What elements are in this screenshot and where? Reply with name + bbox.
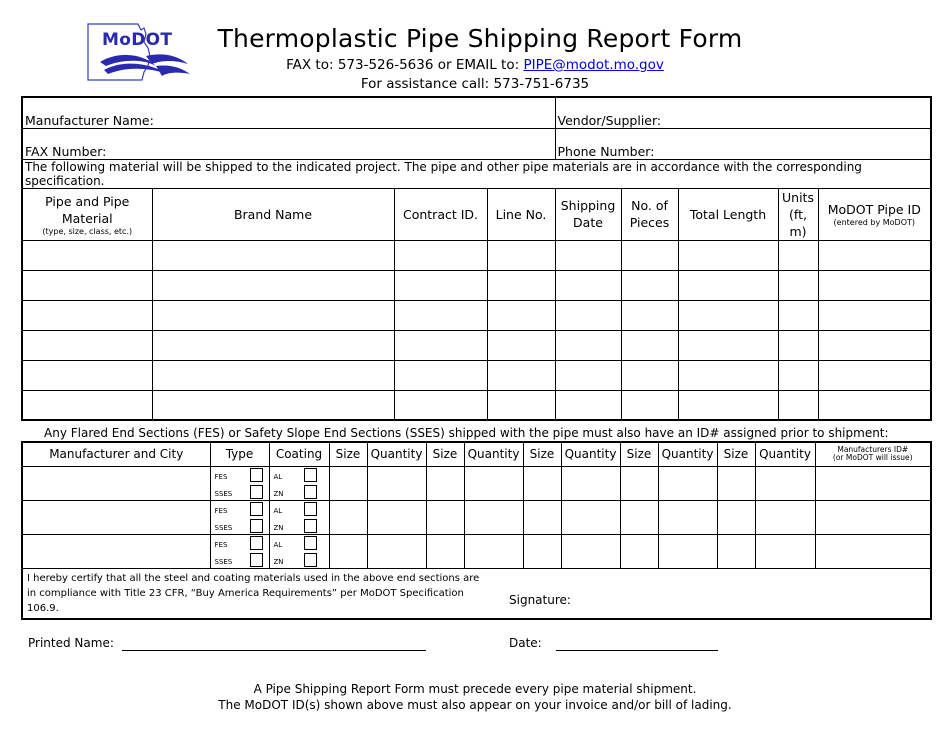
col-size: Size [620,442,658,466]
col-quantity: Quantity [561,442,620,466]
col-quantity: Quantity [658,442,717,466]
fax-number-label: FAX Number: [25,143,107,159]
page-title: Thermoplastic Pipe Shipping Report Form [217,24,743,53]
fax-number-field[interactable] [22,128,555,159]
al-checkbox[interactable] [304,536,317,550]
fes-label: FES [214,540,228,549]
fes-row [22,534,931,568]
fes-label: FES [214,472,228,481]
sses-label: SSES [214,489,233,498]
zn-checkbox[interactable] [304,519,317,533]
al-label: AL [273,540,283,549]
fes-checkbox[interactable] [250,536,263,550]
manufacturer-name-field[interactable] [22,97,555,128]
col-brand-name: Brand Name [152,188,394,240]
signature-label: Signature: [509,593,571,607]
fes-note: Any Flared End Sections (FES) or Safety Slope End Sections (SSES) shipped with the pipe must also have an ID# assigned prior to shipment: [44,426,889,440]
col-type: Type [210,442,269,466]
sses-checkbox[interactable] [250,553,263,567]
al-checkbox[interactable] [304,502,317,516]
shipment-statement: The following material will be shipped to the indicated project. The pipe and other pipe materials are in accordance with the corresponding specification. [22,159,931,188]
shipping-table [21,96,932,421]
date-label: Date: [509,636,542,650]
col-units: Units (ft, m) [778,188,818,240]
sses-label: SSES [214,557,233,566]
col-quantity: Quantity [464,442,523,466]
zn-checkbox[interactable] [304,553,317,567]
certification-text: I hereby certify that all the steel and coating materials used in the above end sections are in compliance with Title 23 CFR, “Buy America Requirements” per MoDOT Specification 106.9. [27,572,480,614]
col-pipe-material: Pipe and Pipe Material (type, size, class, etc.) [22,188,152,240]
col-size: Size [329,442,367,466]
fax-email-text: FAX to: 573-526-5636 or EMAIL to: [286,57,524,73]
printed-name-label: Printed Name: [28,636,114,650]
fes-row [22,466,931,500]
phone-number-label: Phone Number: [557,143,655,159]
printed-name-line[interactable] [122,650,426,651]
certification-block [22,568,931,619]
col-modot-pipe-id-note: (entered by MoDOT) [833,218,915,227]
phone-number-field[interactable] [555,128,931,159]
col-size: Size [523,442,561,466]
col-pipe-material-note: (type, size, class, etc.) [42,226,133,236]
col-contract-id: Contract ID. [394,188,487,240]
email-link[interactable]: PIPE@modot.mo.gov [523,57,664,73]
col-shipping-date: Shipping Date [555,188,621,240]
sses-checkbox[interactable] [250,519,263,533]
col-manufacturers-id-note: (or MoDOT will issue) [832,453,913,463]
manufacturer-name-label: Manufacturer Name: [25,112,154,128]
vendor-supplier-field[interactable] [555,97,931,128]
logo-text: MoDOT [102,30,173,50]
date-line[interactable] [556,650,718,651]
col-total-length: Total Length [678,188,778,240]
fes-checkbox[interactable] [250,468,263,482]
col-line-no: Line No. [487,188,555,240]
assistance-line: For assistance call: 573-751-6735 [360,76,590,92]
al-label: AL [273,506,283,515]
col-size: Size [717,442,755,466]
col-coating: Coating [269,442,329,466]
col-no-of-pieces: No. of Pieces [621,188,678,240]
table-row [22,270,931,300]
col-quantity: Quantity [367,442,426,466]
al-label: AL [273,472,283,481]
fes-row [22,500,931,534]
table-row [22,360,931,390]
table-row [22,300,931,330]
fes-label: FES [214,506,228,515]
sses-label: SSES [214,523,233,532]
end-sections-table [21,441,932,620]
zn-label: ZN [273,489,284,498]
sses-checkbox[interactable] [250,485,263,499]
vendor-supplier-label: Vendor/Supplier: [557,112,662,128]
col-manufacturer-city: Manufacturer and City [22,442,210,466]
table-row [22,390,931,420]
col-size: Size [426,442,464,466]
zn-label: ZN [273,523,284,532]
table-row [22,330,931,360]
footer-note-2: The MoDOT ID(s) shown above must also appear on your invoice and/or bill of lading. [218,698,732,712]
al-checkbox[interactable] [304,468,317,482]
zn-label: ZN [273,557,284,566]
zn-checkbox[interactable] [304,485,317,499]
col-modot-pipe-id: MoDOT Pipe ID (entered by MoDOT) [818,188,931,240]
contact-line [0,57,950,73]
fes-checkbox[interactable] [250,502,263,516]
table-row [22,240,931,270]
col-manufacturers-id: Manufacturers ID# (or MoDOT will issue) [815,442,931,466]
col-quantity: Quantity [755,442,815,466]
footer-note-1: A Pipe Shipping Report Form must precede every pipe material shipment. [253,682,697,696]
